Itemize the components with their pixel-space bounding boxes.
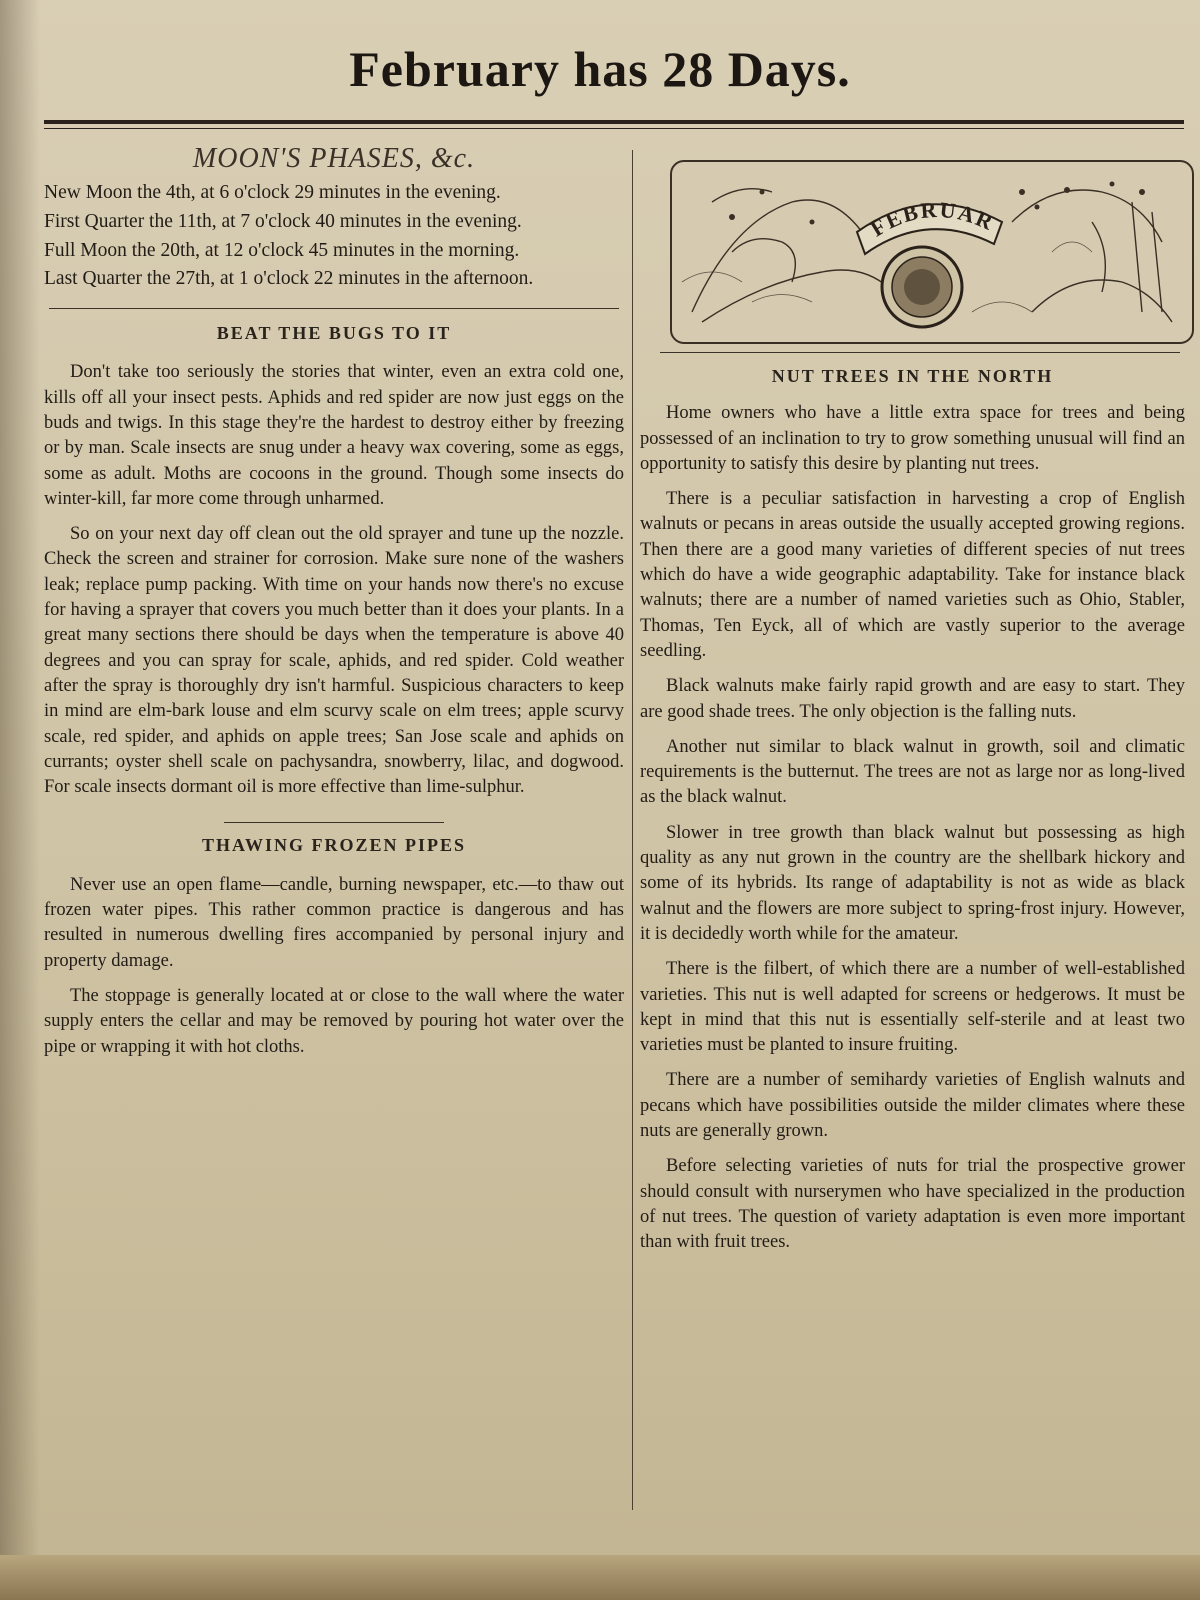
pipes-heading: THAWING FROZEN PIPES bbox=[201, 835, 467, 856]
bugs-paragraph: So on your next day off clean out the old sprayer and tune up the nozzle. Check the screen and strainer for corrosion. Make sure none of the washers leak; replace pump packing. With time on your hands now there's no excuse for having a sprayer that covers you much better than it does your plants. In a great many sections there should be days when the temperature is above 40 degrees and you can spray for scale, aphids, and red spider. Cold weather after the spray is thoroughly dry isn't harmful. Suspicious characters to keep in mind are elm-bark louse and elm scurvy scale on elm trees; apple scurvy scale, red spider, and aphids on apple trees; San Jose scale and aphids on currants; oyster shell scale on pachysandra, snowberry, lilac, and dogwood. For scale insects dormant oil is more effective than lime-sulphur. bbox=[44, 524, 624, 798]
page-edge-bottom bbox=[0, 1555, 1200, 1600]
paragraph-gap bbox=[44, 512, 624, 522]
paragraph-gap bbox=[640, 477, 1185, 487]
moon-phase-first-quarter: First Quarter the 11th, at 7 o'clock 40 minutes in the evening. bbox=[44, 211, 522, 232]
pipes-paragraph: Never use an open flame—candle, burning newspaper, etc.—to thaw out frozen water pipes. This rather common practice is dangerous and has resulted in numerous dwelling fires accompanied by personal injury and property damage. bbox=[44, 874, 624, 971]
nut-trees-paragraph: Another nut similar to black walnut in growth, soil and climatic requirements is the butternut. The trees are not as large nor as long-lived as the black walnut. bbox=[640, 736, 1185, 808]
left-column bbox=[44, 140, 624, 1060]
title-rule-thick bbox=[44, 120, 1184, 124]
paragraph-gap bbox=[640, 1144, 1185, 1154]
paragraph-gap bbox=[640, 664, 1185, 674]
moon-phase-last-quarter: Last Quarter the 27th, at 1 o'clock 22 minutes in the afternoon. bbox=[44, 268, 534, 290]
page-title: February has 28 Days. bbox=[349, 41, 851, 97]
right-column bbox=[640, 350, 1185, 1256]
bugs-heading: BEAT THE BUGS TO IT bbox=[216, 323, 452, 344]
moon-phase-full: Full Moon the 20th, at 12 o'clock 45 minutes in the morning. bbox=[44, 239, 520, 261]
february-engraving bbox=[672, 162, 1188, 338]
title-rule-thin bbox=[44, 128, 1184, 129]
nut-trees-paragraph: Black walnuts make fairly rapid growth and are easy to start. They are good shade trees. The only objection is the falling nuts. bbox=[640, 676, 1185, 722]
nut-trees-paragraph: Before selecting varieties of nuts for trial the prospective grower should consult with nurserymen who have specialized in the production of nut trees. The question of variety adaptation is even more important than with fruit trees. bbox=[640, 1156, 1185, 1253]
nut-trees-paragraph: Home owners who have a little extra space for trees and being possessed of an inclination to try to grow something unusual will find an opportunity to satisfy this desire by planting nut trees. bbox=[640, 403, 1185, 474]
illustration-banner-text: FEBRUAR bbox=[866, 196, 998, 242]
binding-shadow bbox=[0, 0, 40, 1600]
section-divider-short bbox=[224, 822, 444, 823]
nut-trees-paragraph: There are a number of semihardy varieties of English walnuts and pecans which have possibilities outside the milder climates where these nuts are generally grown. bbox=[640, 1070, 1185, 1142]
paragraph-gap bbox=[640, 811, 1185, 821]
paragraph-gap bbox=[44, 974, 624, 984]
column-divider bbox=[632, 150, 633, 1510]
paragraph-gap bbox=[640, 947, 1185, 957]
nut-trees-paragraph: There is the filbert, of which there are a number of well-established varieties. This nut is well adapted for screens or hedgerows. It must be kept in mind that this nut is essentially self-sterile and at least two varieties must be planted to insure fruiting. bbox=[640, 959, 1185, 1056]
nut-trees-paragraph: Slower in tree growth than black walnut but possessing as high quality as any nut grown in the country are the shellbark hickory and some of its hybrids. Its range of adaptability is not as wide as black walnut and the flowers are more subject to spring-frost injury. However, it is decidedly worth while for the amateur. bbox=[640, 822, 1185, 944]
february-illustration bbox=[670, 160, 1194, 344]
nut-trees-heading: NUT TREES IN THE NORTH bbox=[771, 366, 1054, 386]
paragraph-gap bbox=[640, 1058, 1185, 1068]
section-divider bbox=[49, 308, 619, 309]
paragraph-gap bbox=[640, 725, 1185, 735]
pipes-paragraph: The stoppage is generally located at or close to the wall where the water supply enters the cellar and may be removed by pouring hot water over the pipe or wrapping it with hot cloths. bbox=[44, 985, 624, 1057]
nut-trees-paragraph: There is a peculiar satisfaction in harvesting a crop of English walnuts or pecans in areas outside the usually accepted growing regions. Then there are a good many varieties of different species of nut trees which do have a wide geographic adaptability. Take for instance black walnuts; there are a number of named varieties such as Ohio, Stabler, Thomas, Ten Eyck, all of which are vastly superior to the average seedling. bbox=[640, 489, 1185, 661]
bugs-paragraph: Don't take too seriously the stories that winter, even an extra cold one, kills off all your insect pests. Aphids and red spider are now just eggs on the buds and twigs. In this stage they're the hardest to destroy either by freezing or by man. Scale insects are snug under a heavy wax covering, some as eggs, some as adult. Moths are cocoons in the ground. Though some insects do winter-kill, far more come through unharmed. bbox=[44, 362, 624, 509]
moon-phase-new: New Moon the 4th, at 6 o'clock 29 minutes in the evening. bbox=[44, 182, 501, 204]
moon-phases-heading: MOON'S PHASES, &c. bbox=[192, 143, 476, 174]
